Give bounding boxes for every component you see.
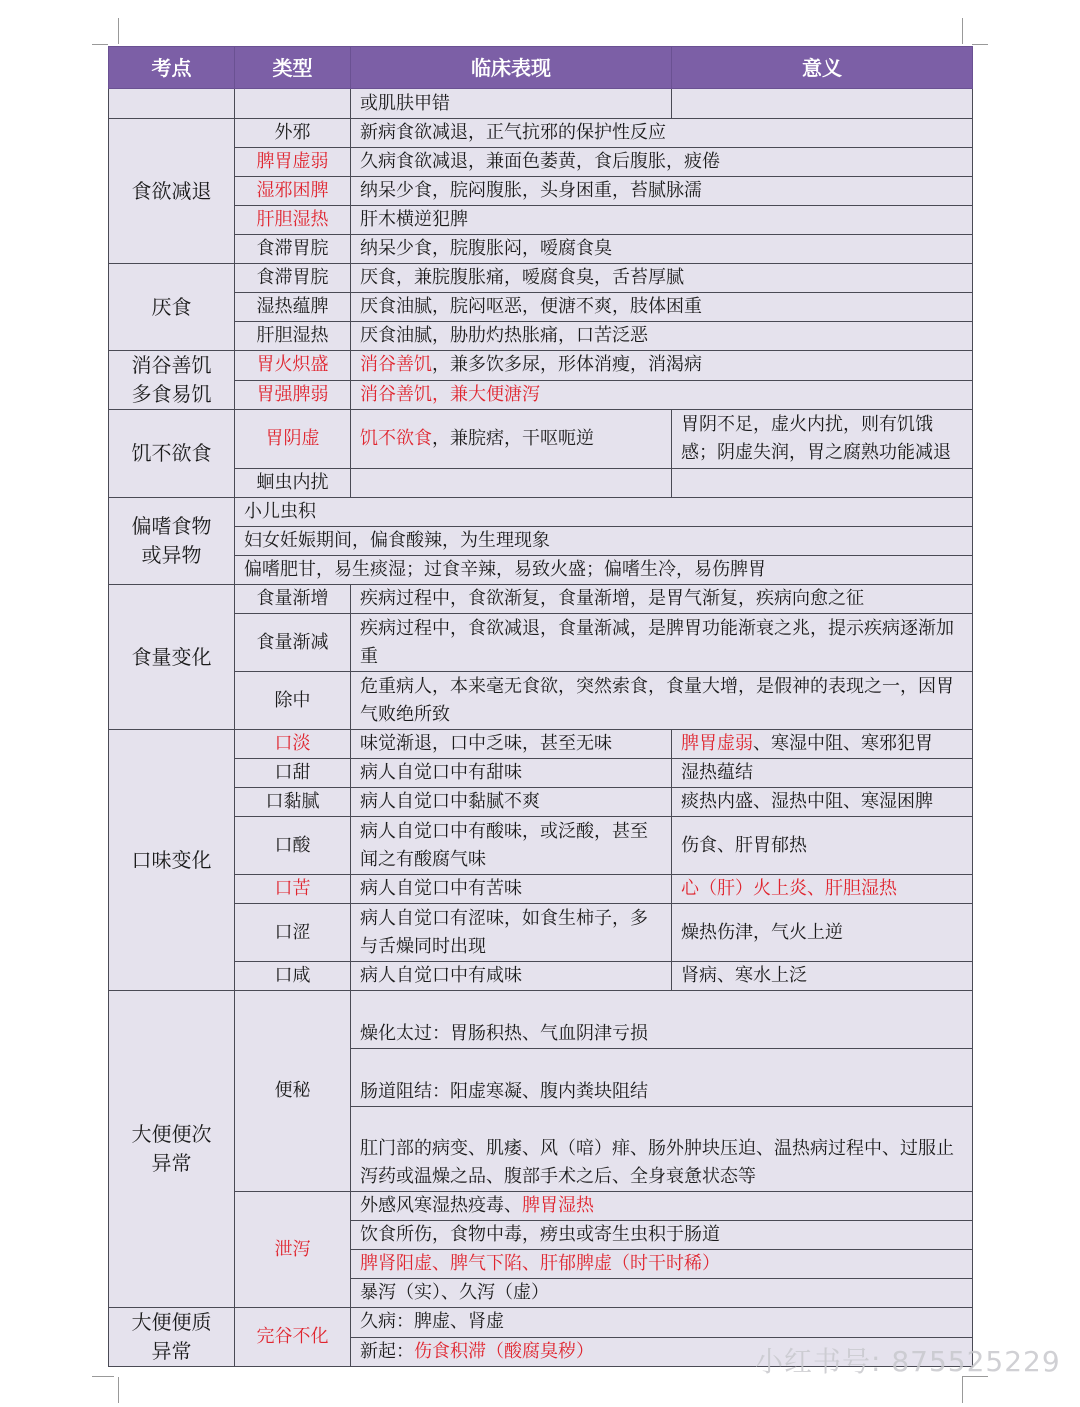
cell-text: 便秘 — [274, 1080, 311, 1101]
table-cell — [672, 875, 973, 904]
table-cell — [351, 293, 973, 322]
header-clinical-manifestation: 临床表现 — [351, 47, 672, 89]
cell-text: 小儿虫积 — [244, 501, 316, 522]
table-cell — [109, 119, 235, 264]
table-cell — [672, 410, 973, 469]
table-cell — [235, 177, 351, 206]
table-row — [109, 556, 973, 585]
cell-text: 食欲减退 — [131, 178, 212, 203]
table-row — [109, 788, 973, 817]
cell-text: 纳呆少食，脘闷腹胀，头身困重，苔腻脉濡 — [360, 180, 702, 201]
table-row — [109, 293, 973, 322]
table-cell — [235, 380, 351, 410]
highlight-text: 泄泻 — [274, 1238, 311, 1260]
watermark: 小红书号: 875525229 — [755, 1345, 1061, 1378]
table-cell — [235, 264, 351, 293]
table-row — [109, 875, 973, 904]
table-cell — [351, 351, 973, 381]
cell-text: ，兼多饮多尿，形体消瘦，消渴病 — [432, 354, 702, 376]
table-cell — [672, 904, 973, 962]
cell-text: 久病：脾虚、肾虚 — [360, 1311, 504, 1333]
cell-text: 食量变化 — [131, 644, 212, 669]
highlight-text: 脾肾阳虚、脾气下陷、肝郁脾虚（时干时稀） — [360, 1253, 720, 1274]
cell-text: 病人自觉口中有甜味 — [360, 762, 522, 783]
cell-text: 蛔虫内扰 — [256, 472, 329, 493]
table-cell — [109, 89, 235, 119]
cell-text: 妇女妊娠期间，偏食酸辣，为生理现象 — [244, 530, 550, 551]
table-cell — [235, 904, 351, 962]
cell-text: 新起： — [360, 1340, 414, 1362]
table-cell — [351, 875, 672, 904]
table-cell — [235, 293, 351, 322]
table-cell — [672, 817, 973, 875]
table-cell — [109, 730, 235, 991]
table-cell — [235, 788, 351, 817]
cell-text: 口酸 — [274, 834, 311, 856]
table-row — [109, 264, 973, 293]
cell-text: 疾病过程中，食欲渐复，食量渐增，是胃气渐复，疾病向愈之征 — [360, 588, 864, 609]
cell-text: 大便便次 异常 — [131, 1122, 212, 1175]
table-row — [109, 235, 973, 264]
cell-text: 味觉渐退，口中乏味，甚至无味 — [360, 733, 612, 754]
table-cell — [672, 759, 973, 788]
table-cell — [351, 962, 672, 991]
tcm-diagnosis-table — [108, 46, 973, 1367]
table-cell — [235, 469, 351, 498]
table-row — [109, 904, 973, 962]
cell-text: 肛门部的病变、肌痿、风（喑）痱、肠外肿块压迫、温热病过程中、过服止泻药或温燥之品、腹部手术之后、全身衰惫状态等 — [360, 1138, 954, 1187]
table-row — [109, 177, 973, 206]
table-cell — [109, 585, 235, 730]
cell-text: ，兼脘痞，干呕呃逆 — [432, 428, 594, 449]
cell-text: 疾病过程中，食欲减退，食量渐减，是脾胃功能渐衰之兆，提示疾病逐渐加重 — [360, 617, 954, 667]
table-cell — [351, 1221, 973, 1250]
cell-text: 口黏腻 — [265, 791, 320, 812]
cell-text: 肠道阻结：阳虚寒凝、腹内粪块阻结 — [360, 1081, 648, 1102]
table-cell — [351, 759, 672, 788]
table-cell — [351, 380, 973, 410]
cell-text: 口咸 — [274, 965, 311, 986]
table-cell — [351, 410, 672, 469]
cell-text: 病人自觉口中有苦味 — [360, 878, 522, 899]
table-row — [109, 817, 973, 875]
table-row — [109, 351, 973, 381]
table-cell — [235, 614, 351, 672]
table-cell — [351, 1250, 973, 1279]
highlight-text: 饥不欲食 — [360, 428, 432, 449]
highlight-text: 伤食积滞（酸腐臭秽） — [414, 1340, 594, 1362]
cell-text: 肾病、寒水上泛 — [681, 965, 807, 986]
table-cell — [235, 1308, 351, 1367]
cell-text: 外邪 — [274, 122, 311, 143]
header-type: 类型 — [235, 47, 351, 89]
cell-text: 除中 — [274, 689, 311, 711]
table-cell — [109, 498, 235, 585]
table-cell — [351, 1049, 973, 1107]
highlight-text: 肝胆湿热 — [256, 209, 329, 230]
table-row — [109, 469, 973, 498]
cell-text: 病人自觉口中黏腻不爽 — [360, 791, 540, 812]
table-cell — [235, 817, 351, 875]
cell-text: 燥化太过：胃肠积热、气血阴津亏损 — [360, 1023, 648, 1044]
cell-text: 、寒湿中阻、寒邪犯胃 — [753, 733, 933, 754]
table-row — [109, 1308, 973, 1338]
table-cell — [109, 410, 235, 498]
cell-text: 伤食、肝胃郁热 — [681, 834, 807, 856]
table-cell — [351, 904, 672, 962]
cell-text: 口甜 — [274, 762, 311, 783]
cell-text: 纳呆少食，脘腹胀闷，嗳腐食臭 — [360, 238, 612, 259]
table-cell — [235, 585, 351, 614]
cell-text: 外感风寒湿热疫毒、 — [360, 1195, 522, 1216]
cell-text: 病人自觉口中有咸味 — [360, 965, 522, 986]
table-row — [109, 991, 973, 1049]
cell-text: 偏嗜食物 或异物 — [131, 514, 212, 567]
cell-text: 饮食所伤，食物中毒，痨虫或寄生虫积于肠道 — [360, 1224, 720, 1245]
table-cell — [351, 469, 672, 498]
table-cell — [235, 206, 351, 235]
table-cell — [109, 264, 235, 351]
table-cell — [351, 788, 672, 817]
table-cell — [351, 817, 672, 875]
crop-mark — [92, 1376, 114, 1377]
cell-text: 燥热伤津，气火上逆 — [681, 921, 843, 943]
cell-text: 新病食欲减退，正气抗邪的保护性反应 — [360, 122, 666, 143]
crop-mark — [972, 44, 988, 45]
cell-text: 湿热蕴脾 — [256, 296, 329, 317]
table-cell — [235, 875, 351, 904]
table-cell — [672, 788, 973, 817]
table-cell — [235, 119, 351, 148]
table-row — [109, 962, 973, 991]
highlight-text: 消谷善饥，兼大便溏泻 — [360, 383, 540, 405]
table-cell — [235, 1192, 351, 1308]
table-cell — [351, 322, 973, 351]
highlight-text: 胃火炽盛 — [256, 354, 329, 376]
table-row — [109, 1192, 973, 1221]
table-cell — [351, 672, 973, 730]
table-cell — [235, 351, 351, 381]
highlight-text: 心（肝）火上炎、肝胆湿热 — [681, 878, 897, 899]
table-header-row — [109, 47, 973, 89]
table-cell — [235, 556, 973, 585]
table-cell — [235, 148, 351, 177]
crop-mark — [118, 1377, 119, 1403]
cell-text: 口味变化 — [131, 847, 212, 872]
crop-mark — [118, 18, 119, 44]
table-cell — [109, 351, 235, 410]
table-cell — [351, 585, 973, 614]
cell-text: 肝木横逆犯脾 — [360, 209, 468, 230]
highlight-text: 口苦 — [274, 878, 311, 899]
cell-text: 大便便质 异常 — [131, 1310, 212, 1363]
cell-text: 食滞胃脘 — [256, 238, 329, 259]
highlight-text: 消谷善饥 — [360, 354, 432, 376]
table-row — [109, 89, 973, 119]
cell-text: 厌食 — [151, 294, 192, 319]
cell-text: 暴泻（实）、久泻（虚） — [360, 1282, 549, 1303]
table-cell — [235, 672, 351, 730]
cell-text: 厌食油腻，胁肋灼热胀痛，口苦泛恶 — [360, 325, 648, 346]
table-cell — [235, 759, 351, 788]
table-cell — [351, 206, 973, 235]
table-cell — [351, 177, 973, 206]
table-row — [109, 614, 973, 672]
table-cell — [351, 148, 973, 177]
table-cell — [235, 89, 351, 119]
table-cell — [235, 498, 973, 527]
table-cell — [351, 614, 973, 672]
cell-text: 口涩 — [274, 921, 311, 943]
header-significance: 意义 — [672, 47, 973, 89]
table-row — [109, 759, 973, 788]
table-row — [109, 206, 973, 235]
header-exam-point: 考点 — [109, 47, 235, 89]
table-row — [109, 527, 973, 556]
table-row — [109, 380, 973, 410]
cell-text: 肝胆湿热 — [256, 325, 329, 346]
table-cell — [672, 730, 973, 759]
cell-text: 食量渐减 — [256, 631, 329, 653]
table-row — [109, 410, 973, 469]
cell-text: 病人自觉口有涩味，如食生柿子，多与舌燥同时出现 — [360, 907, 648, 957]
cell-text: 偏嗜肥甘，易生痰湿；过食辛辣，易致火盛；偏嗜生冷，易伤脾胃 — [244, 559, 766, 580]
table-row — [109, 672, 973, 730]
cell-text: 病人自觉口中有酸味，或泛酸，甚至闻之有酸腐气味 — [360, 820, 648, 870]
crop-mark — [92, 44, 108, 45]
cell-text: 食滞胃脘 — [256, 267, 329, 288]
table-cell — [351, 1192, 973, 1221]
cell-text: 危重病人，本来毫无食欲，突然索食，食量大增，是假神的表现之一，因胃气败绝所致 — [360, 675, 954, 725]
table-cell — [235, 527, 973, 556]
table-row — [109, 730, 973, 759]
crop-mark — [962, 1377, 963, 1403]
table-cell — [351, 1279, 973, 1308]
highlight-text: 完谷不化 — [256, 1326, 329, 1347]
table-cell — [672, 89, 973, 119]
highlight-text: 湿邪困脾 — [256, 180, 329, 201]
crop-mark — [962, 18, 963, 44]
table-cell — [672, 469, 973, 498]
highlight-text: 口淡 — [274, 733, 311, 754]
table-cell — [109, 1308, 235, 1367]
cell-text: 胃阴不足，虚火内扰，则有饥饿感；阴虚失润，胃之腐熟功能减退 — [681, 414, 951, 463]
table-cell — [235, 991, 351, 1192]
cell-text: 饥不欲食 — [131, 441, 212, 465]
cell-text: 厌食油腻，脘闷呕恶，便溏不爽，肢体困重 — [360, 296, 702, 317]
highlight-text: 胃强脾弱 — [256, 383, 329, 405]
table-cell — [235, 730, 351, 759]
table-cell — [672, 962, 973, 991]
table-row — [109, 148, 973, 177]
table-row — [109, 119, 973, 148]
cell-text: 消谷善饥 多食易饥 — [131, 353, 212, 406]
highlight-text: 脾胃虚弱 — [681, 733, 753, 754]
table-cell — [351, 264, 973, 293]
table-row — [109, 585, 973, 614]
highlight-text: 胃阴虚 — [265, 428, 320, 449]
table-cell — [235, 962, 351, 991]
table-cell — [351, 235, 973, 264]
cell-text: 湿热蕴结 — [681, 762, 753, 783]
table-cell — [351, 730, 672, 759]
cell-text: 久病食欲减退，兼面色萎黄，食后腹胀，疲倦 — [360, 151, 720, 172]
table-cell — [351, 119, 973, 148]
table-cell — [235, 410, 351, 469]
table-cell — [351, 89, 672, 119]
table-cell — [109, 991, 235, 1308]
table-cell — [351, 1308, 973, 1338]
cell-text: 厌食，兼脘腹胀痛，嗳腐食臭，舌苔厚腻 — [360, 267, 684, 288]
cell-text: 痰热内盛、湿热中阻、寒湿困脾 — [681, 791, 933, 812]
table-cell — [351, 991, 973, 1049]
table-cell — [235, 322, 351, 351]
highlight-text: 脾胃湿热 — [522, 1195, 594, 1216]
highlight-text: 脾胃虚弱 — [256, 151, 329, 172]
cell-text: 或肌肤甲错 — [360, 92, 450, 114]
table-row — [109, 498, 973, 527]
table-row — [109, 322, 973, 351]
table-cell — [351, 1107, 973, 1192]
cell-text: 食量渐增 — [256, 588, 329, 609]
table-cell — [235, 235, 351, 264]
